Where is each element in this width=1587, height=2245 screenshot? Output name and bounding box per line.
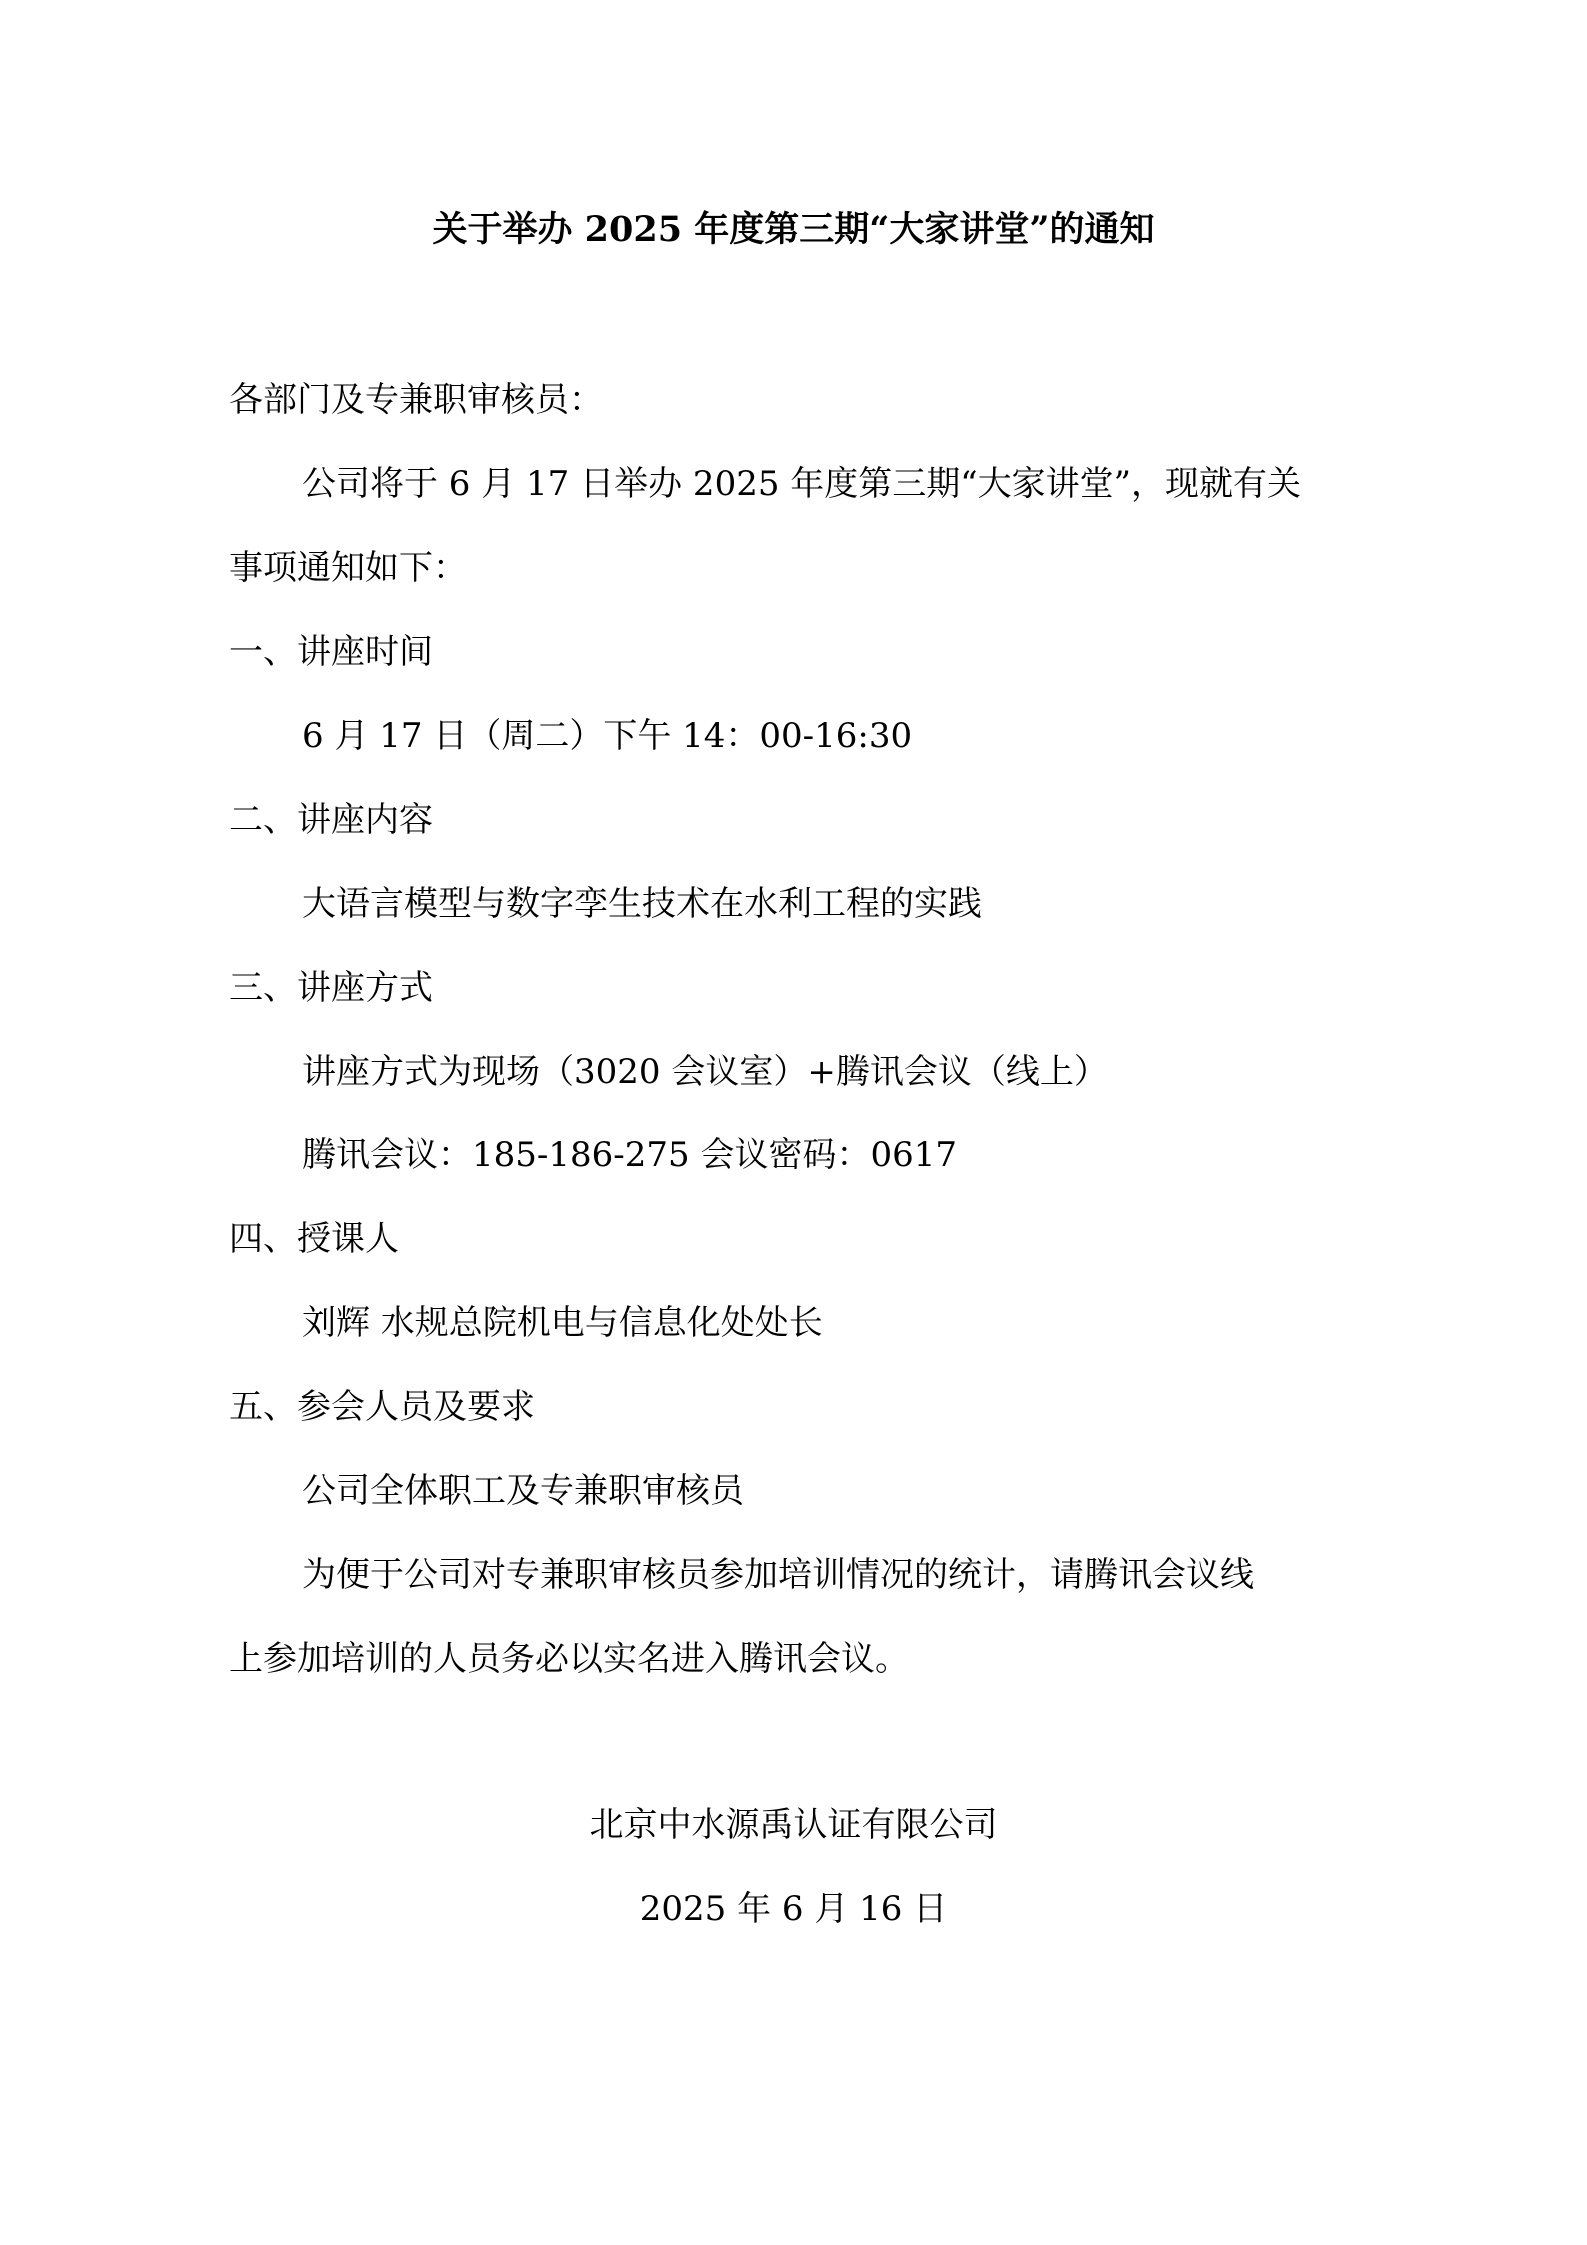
signature-date: 2025 年 6 月 16 日 bbox=[639, 1889, 948, 1929]
salutation: 各部门及专兼职审核员： bbox=[229, 380, 603, 420]
requirement-line-2: 上参加培训的人员务必以实名进入腾讯会议。 bbox=[229, 1639, 909, 1679]
section-text-time: 6 月 17 日（周二）下午 14：00-16:30 bbox=[302, 716, 913, 756]
section-heading-lecturer: 四、授课人 bbox=[229, 1219, 399, 1259]
section-text-format-meeting-id: 腾讯会议：185-186-275 会议密码：0617 bbox=[302, 1135, 957, 1175]
page-title: 关于举办 2025 年度第三期“大家讲堂”的通知 bbox=[432, 209, 1155, 250]
section-heading-content: 二、讲座内容 bbox=[229, 800, 433, 840]
section-text-content: 大语言模型与数字孪生技术在水利工程的实践 bbox=[302, 884, 982, 924]
section-heading-time: 一、讲座时间 bbox=[229, 632, 433, 672]
signature-company: 北京中水源禹认证有限公司 bbox=[589, 1805, 998, 1845]
section-heading-attendees: 五、参会人员及要求 bbox=[229, 1387, 535, 1427]
section-text-attendees: 公司全体职工及专兼职审核员 bbox=[302, 1471, 744, 1511]
intro-line-1: 公司将于 6 月 17 日举办 2025 年度第三期“大家讲堂”，现就有关 bbox=[302, 464, 1302, 504]
intro-line-2: 事项通知如下： bbox=[229, 548, 467, 588]
section-text-lecturer: 刘辉 水规总院机电与信息化处处长 bbox=[302, 1303, 823, 1343]
requirement-line-1: 为便于公司对专兼职审核员参加培训情况的统计，请腾讯会议线 bbox=[302, 1555, 1254, 1595]
section-text-format-venue: 讲座方式为现场（3020 会议室）+腾讯会议（线上） bbox=[302, 1052, 1108, 1092]
section-heading-format: 三、讲座方式 bbox=[229, 968, 433, 1008]
